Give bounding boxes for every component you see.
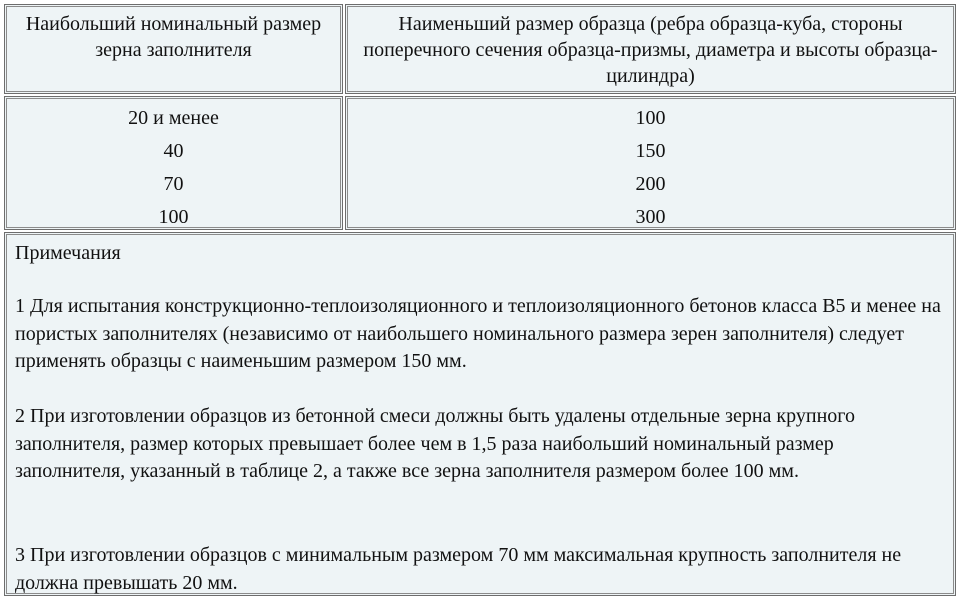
- specimen-size-row-4: 300: [635, 206, 666, 228]
- specimen-size-row-3: 200: [635, 173, 666, 195]
- specimen-size-row-1: 100: [635, 107, 666, 129]
- specimen-size-values: [346, 102, 955, 234]
- note-2: 2 При изготовлении образцов из бетонной смеси должны быть удалены отдельные зерна крупного заполнителя, размер которых превышает более чем в 1,5 раза наибольший номинальный размер заполнителя, указанный в таблице 2, а также все зерна заполнителя размером более 100 мм.: [15, 405, 855, 482]
- header-specimen-size-text: Наименьший размер образца (ребра образца-куба, стороны поперечного сечения образца-призмы, диаметра и высоты образца-цилиндра): [363, 13, 938, 87]
- header-grain-size: [4, 4, 343, 94]
- note-3: 3 При изготовлении образцов с минимальным размером 70 мм максимальная крупность заполнителя не должна превышать 20 мм.: [15, 544, 902, 594]
- note-1: 1 Для испытания конструкционно-теплоизоляционного и теплоизоляционного бетонов класса В5 и менее на пористых заполнителях (независимо от наибольшего номинального размера зерен заполнителя) следует применять образцы с наименьшим размером 150 мм.: [15, 295, 941, 372]
- grain-size-column: [4, 96, 343, 230]
- notes-title: Примечания: [15, 242, 121, 264]
- specimen-size-column: [345, 96, 956, 230]
- header-specimen-size: [345, 4, 956, 94]
- grain-size-row-2: 40: [163, 140, 184, 162]
- grain-size-row-1: 20 и менее: [128, 107, 219, 129]
- specimen-size-row-2: 150: [635, 140, 666, 162]
- specimen-size-table: [2, 2, 958, 596]
- grain-size-row-4: 100: [158, 206, 189, 228]
- grain-size-row-3: 70: [163, 173, 184, 195]
- grain-size-values: [5, 102, 342, 234]
- header-grain-size-text: Наибольший номинальный размер зерна заполнителя: [25, 13, 322, 61]
- notes-section: [4, 232, 956, 596]
